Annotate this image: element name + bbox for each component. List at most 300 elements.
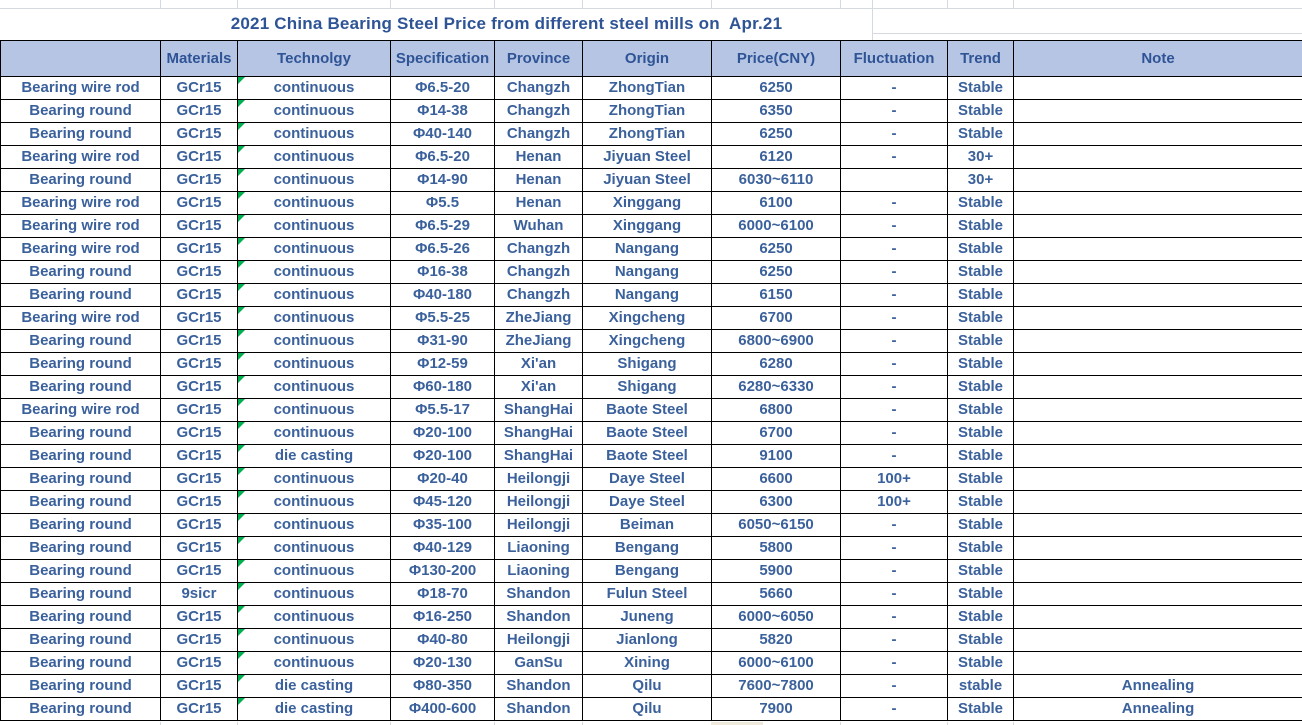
cell-technology[interactable]: continuous <box>238 284 391 307</box>
cell-fluctuation[interactable]: - <box>841 560 948 583</box>
cell-fluctuation[interactable]: - <box>841 583 948 606</box>
cell-note[interactable] <box>1014 468 1302 491</box>
cell-trend[interactable]: Stable <box>948 215 1014 238</box>
cell-note[interactable] <box>1014 77 1302 100</box>
cell-origin[interactable]: Daye Steel <box>583 491 712 514</box>
cell-specification[interactable]: Φ130-200 <box>391 560 495 583</box>
cell-technology[interactable]: continuous <box>238 353 391 376</box>
cell-fluctuation[interactable]: - <box>841 77 948 100</box>
table-row <box>1 560 1302 583</box>
cell-product[interactable]: Bearing round <box>1 491 161 514</box>
cell-specification[interactable]: Φ31-90 <box>391 330 495 353</box>
cell-materials[interactable]: GCr15 <box>161 261 238 284</box>
cell-price[interactable]: 6250 <box>712 77 841 100</box>
cell-note[interactable] <box>1014 445 1302 468</box>
cell-fluctuation[interactable]: - <box>841 399 948 422</box>
cell-fluctuation[interactable]: 100+ <box>841 468 948 491</box>
cell-origin[interactable]: Juneng <box>583 606 712 629</box>
cell-note[interactable] <box>1014 629 1302 652</box>
cell-note[interactable] <box>1014 261 1302 284</box>
cell-origin[interactable]: Xingcheng <box>583 307 712 330</box>
cell-province[interactable]: ZheJiang <box>495 307 583 330</box>
cell-note[interactable] <box>1014 192 1302 215</box>
cell-technology[interactable]: continuous <box>238 583 391 606</box>
cell-trend[interactable]: Stable <box>948 77 1014 100</box>
cell-fluctuation[interactable]: - <box>841 445 948 468</box>
cell-materials[interactable]: GCr15 <box>161 606 238 629</box>
column-header-technology[interactable]: Technolgy <box>238 41 391 77</box>
cell-product[interactable]: Bearing round <box>1 261 161 284</box>
cell-fluctuation[interactable]: - <box>841 100 948 123</box>
cell-price[interactable]: 9100 <box>712 445 841 468</box>
cell-price[interactable]: 6250 <box>712 123 841 146</box>
cell-specification[interactable]: Φ5.5-25 <box>391 307 495 330</box>
cell-specification[interactable]: Φ16-38 <box>391 261 495 284</box>
cell-materials[interactable]: GCr15 <box>161 514 238 537</box>
cell-origin[interactable]: Fulun Steel <box>583 583 712 606</box>
cell-trend[interactable]: Stable <box>948 284 1014 307</box>
cell-fluctuation[interactable]: - <box>841 284 948 307</box>
cell-trend[interactable]: Stable <box>948 261 1014 284</box>
cell-price[interactable]: 6700 <box>712 307 841 330</box>
column-header-product[interactable] <box>1 41 161 77</box>
cell-origin[interactable]: Qilu <box>583 698 712 721</box>
cell-fluctuation[interactable]: - <box>841 307 948 330</box>
cell-materials[interactable]: GCr15 <box>161 215 238 238</box>
cell-product[interactable]: Bearing round <box>1 468 161 491</box>
cell-price[interactable]: 6100 <box>712 192 841 215</box>
cell-technology[interactable]: continuous <box>238 537 391 560</box>
cell-technology[interactable]: die casting <box>238 675 391 698</box>
cell-price[interactable]: 6280~6330 <box>712 376 841 399</box>
cell-technology[interactable]: continuous <box>238 560 391 583</box>
cell-note[interactable] <box>1014 422 1302 445</box>
cell-product[interactable]: Bearing wire rod <box>1 192 161 215</box>
cell-fluctuation[interactable]: - <box>841 537 948 560</box>
cell-product[interactable]: Bearing round <box>1 376 161 399</box>
cell-product[interactable]: Bearing round <box>1 123 161 146</box>
cell-product[interactable]: Bearing round <box>1 169 161 192</box>
cell-origin[interactable]: Daye Steel <box>583 468 712 491</box>
cell-price[interactable]: 6800 <box>712 399 841 422</box>
cell-trend[interactable]: Stable <box>948 123 1014 146</box>
cell-specification[interactable]: Φ6.5-20 <box>391 77 495 100</box>
cell-specification[interactable]: Φ20-100 <box>391 422 495 445</box>
cell-note[interactable]: Annealing <box>1014 675 1302 698</box>
column-header-province[interactable]: Province <box>495 41 583 77</box>
cell-trend[interactable]: Stable <box>948 376 1014 399</box>
column-header-price[interactable]: Price(CNY) <box>712 41 841 77</box>
cell-fluctuation[interactable]: - <box>841 238 948 261</box>
table-row <box>1 399 1302 422</box>
cell-product[interactable]: Bearing wire rod <box>1 215 161 238</box>
cell-origin[interactable]: Jianlong <box>583 629 712 652</box>
cell-trend[interactable]: 30+ <box>948 146 1014 169</box>
cell-specification[interactable]: Φ12-59 <box>391 353 495 376</box>
cell-province[interactable]: ZheJiang <box>495 330 583 353</box>
cell-specification[interactable]: Φ5.5-17 <box>391 399 495 422</box>
cell-technology[interactable]: die casting <box>238 698 391 721</box>
cell-trend[interactable]: Stable <box>948 330 1014 353</box>
cell-specification[interactable]: Φ60-180 <box>391 376 495 399</box>
gridline <box>582 0 583 8</box>
cell-price[interactable]: 6600 <box>712 468 841 491</box>
cell-province[interactable]: Changzh <box>495 238 583 261</box>
cell-price[interactable]: 6050~6150 <box>712 514 841 537</box>
cell-province[interactable]: GanSu <box>495 652 583 675</box>
cell-specification[interactable]: Φ6.5-26 <box>391 238 495 261</box>
cell-technology[interactable]: continuous <box>238 399 391 422</box>
cell-origin[interactable]: ZhongTian <box>583 77 712 100</box>
cell-province[interactable]: Changzh <box>495 100 583 123</box>
cell-note[interactable] <box>1014 399 1302 422</box>
cell-price[interactable]: 6150 <box>712 284 841 307</box>
cell-specification[interactable]: Φ40-80 <box>391 629 495 652</box>
cell-fluctuation[interactable]: - <box>841 123 948 146</box>
cell-product[interactable]: Bearing round <box>1 583 161 606</box>
cell-product[interactable]: Bearing round <box>1 353 161 376</box>
cell-province[interactable]: Xi'an <box>495 353 583 376</box>
cell-materials[interactable]: GCr15 <box>161 629 238 652</box>
cell-origin[interactable]: Baote Steel <box>583 445 712 468</box>
cell-materials[interactable]: GCr15 <box>161 123 238 146</box>
cell-province[interactable]: Heilongji <box>495 514 583 537</box>
cell-specification[interactable]: Φ40-129 <box>391 537 495 560</box>
table-row <box>1 629 1302 652</box>
cell-province[interactable]: Heilongji <box>495 629 583 652</box>
cell-specification[interactable]: Φ16-250 <box>391 606 495 629</box>
cell-price[interactable]: 7600~7800 <box>712 675 841 698</box>
cell-origin[interactable]: ZhongTian <box>583 100 712 123</box>
cell-note[interactable] <box>1014 284 1302 307</box>
cell-price[interactable]: 6000~6100 <box>712 215 841 238</box>
cell-specification[interactable]: Φ18-70 <box>391 583 495 606</box>
cell-specification[interactable]: Φ400-600 <box>391 698 495 721</box>
cell-technology[interactable]: die casting <box>238 445 391 468</box>
cell-province[interactable]: Henan <box>495 192 583 215</box>
cell-province[interactable]: Henan <box>495 169 583 192</box>
cell-trend[interactable]: Stable <box>948 560 1014 583</box>
cell-product[interactable]: Bearing round <box>1 537 161 560</box>
cell-price[interactable]: 6000~6100 <box>712 652 841 675</box>
cell-trend[interactable]: Stable <box>948 606 1014 629</box>
cell-specification[interactable]: Φ6.5-20 <box>391 146 495 169</box>
cell-technology[interactable]: continuous <box>238 77 391 100</box>
column-header-materials[interactable] <box>161 41 238 77</box>
cell-trend[interactable]: Stable <box>948 422 1014 445</box>
cell-technology[interactable]: continuous <box>238 468 391 491</box>
cell-materials[interactable]: GCr15 <box>161 284 238 307</box>
cell-price[interactable]: 6120 <box>712 146 841 169</box>
cell-materials[interactable]: 9sicr <box>161 583 238 606</box>
cell-specification[interactable]: Φ80-350 <box>391 675 495 698</box>
cell-price[interactable]: 6800~6900 <box>712 330 841 353</box>
cell-note[interactable] <box>1014 606 1302 629</box>
cell-origin[interactable]: ZhongTian <box>583 123 712 146</box>
cell-materials[interactable]: GCr15 <box>161 399 238 422</box>
cell-origin[interactable]: Xingcheng <box>583 330 712 353</box>
cell-materials[interactable]: GCr15 <box>161 698 238 721</box>
cell-technology[interactable]: continuous <box>238 422 391 445</box>
cell-price[interactable]: 5800 <box>712 537 841 560</box>
cell-technology[interactable]: continuous <box>238 491 391 514</box>
cell-technology[interactable]: continuous <box>238 192 391 215</box>
cell-technology[interactable]: continuous <box>238 376 391 399</box>
table-row <box>1 169 1302 192</box>
cell-fluctuation[interactable]: - <box>841 146 948 169</box>
cell-materials[interactable]: GCr15 <box>161 146 238 169</box>
cell-trend[interactable]: Stable <box>948 537 1014 560</box>
cell-technology[interactable]: continuous <box>238 215 391 238</box>
cell-origin[interactable]: Baote Steel <box>583 422 712 445</box>
cell-note[interactable] <box>1014 353 1302 376</box>
cell-specification[interactable]: Φ14-90 <box>391 169 495 192</box>
cell-note[interactable] <box>1014 169 1302 192</box>
cell-technology[interactable]: continuous <box>238 606 391 629</box>
cell-province[interactable]: ShangHai <box>495 399 583 422</box>
cell-price[interactable]: 5660 <box>712 583 841 606</box>
cell-province[interactable]: Shandon <box>495 698 583 721</box>
cell-origin[interactable]: Xining <box>583 652 712 675</box>
cell-specification[interactable]: Φ45-120 <box>391 491 495 514</box>
cell-province[interactable]: Shandon <box>495 583 583 606</box>
column-header-label: Materials <box>166 49 232 67</box>
cell-product[interactable]: Bearing wire rod <box>1 307 161 330</box>
cell-province[interactable]: Changzh <box>495 77 583 100</box>
cell-fluctuation[interactable]: - <box>841 192 948 215</box>
cell-note[interactable] <box>1014 146 1302 169</box>
cell-product[interactable]: Bearing round <box>1 606 161 629</box>
cell-materials[interactable]: GCr15 <box>161 77 238 100</box>
cell-trend[interactable]: Stable <box>948 399 1014 422</box>
cell-trend[interactable]: stable <box>948 675 1014 698</box>
cell-product[interactable]: Bearing round <box>1 629 161 652</box>
cell-fluctuation[interactable]: - <box>841 629 948 652</box>
cell-materials[interactable]: GCr15 <box>161 537 238 560</box>
cell-specification[interactable]: Φ40-180 <box>391 284 495 307</box>
cell-origin[interactable]: Jiyuan Steel <box>583 146 712 169</box>
cell-product[interactable]: Bearing round <box>1 675 161 698</box>
cell-technology[interactable]: continuous <box>238 652 391 675</box>
cell-province[interactable]: Heilongji <box>495 468 583 491</box>
column-header-origin[interactable]: Origin <box>583 41 712 77</box>
cell-product[interactable]: Bearing wire rod <box>1 146 161 169</box>
cell-note[interactable] <box>1014 376 1302 399</box>
cell-trend[interactable]: Stable <box>948 514 1014 537</box>
cell-province[interactable]: Heilongji <box>495 491 583 514</box>
cell-origin[interactable]: Bengang <box>583 560 712 583</box>
cell-specification[interactable]: Φ20-40 <box>391 468 495 491</box>
column-header-note[interactable]: Note <box>1014 41 1302 77</box>
cell-fluctuation[interactable]: - <box>841 675 948 698</box>
cell-province[interactable]: Liaoning <box>495 560 583 583</box>
cell-note[interactable] <box>1014 652 1302 675</box>
cell-fluctuation[interactable]: - <box>841 652 948 675</box>
cell-trend[interactable]: Stable <box>948 238 1014 261</box>
cell-origin[interactable]: Qilu <box>583 675 712 698</box>
cell-fluctuation[interactable]: - <box>841 422 948 445</box>
cell-fluctuation[interactable]: - <box>841 261 948 284</box>
cell-product[interactable]: Bearing round <box>1 284 161 307</box>
cell-note[interactable] <box>1014 491 1302 514</box>
cell-trend[interactable]: Stable <box>948 491 1014 514</box>
cell-materials[interactable]: GCr15 <box>161 445 238 468</box>
cell-trend[interactable]: Stable <box>948 652 1014 675</box>
cell-technology[interactable]: continuous <box>238 238 391 261</box>
cell-note[interactable] <box>1014 560 1302 583</box>
cell-product[interactable]: Bearing round <box>1 100 161 123</box>
cell-province[interactable]: Changzh <box>495 261 583 284</box>
cell-materials[interactable]: GCr15 <box>161 307 238 330</box>
cell-province[interactable]: Changzh <box>495 284 583 307</box>
cell-product[interactable]: Bearing round <box>1 514 161 537</box>
cell-origin[interactable]: Beiman <box>583 514 712 537</box>
cell-technology[interactable]: continuous <box>238 169 391 192</box>
cell-origin[interactable]: Baote Steel <box>583 399 712 422</box>
column-header-specification[interactable] <box>391 41 495 77</box>
cell-price[interactable]: 6250 <box>712 238 841 261</box>
cell-specification[interactable]: Φ14-38 <box>391 100 495 123</box>
cell-origin[interactable]: Jiyuan Steel <box>583 169 712 192</box>
cell-trend[interactable]: Stable <box>948 192 1014 215</box>
cell-trend[interactable]: Stable <box>948 353 1014 376</box>
cell-technology[interactable]: continuous <box>238 261 391 284</box>
cell-product[interactable]: Bearing round <box>1 422 161 445</box>
cell-product[interactable]: Bearing wire rod <box>1 399 161 422</box>
cell-origin[interactable]: Nangang <box>583 284 712 307</box>
cell-price[interactable]: 6350 <box>712 100 841 123</box>
cell-note[interactable] <box>1014 100 1302 123</box>
cell-price[interactable]: 6000~6050 <box>712 606 841 629</box>
cell-fluctuation[interactable]: 100+ <box>841 491 948 514</box>
cell-materials[interactable]: GCr15 <box>161 100 238 123</box>
cell-note[interactable] <box>1014 583 1302 606</box>
cell-specification[interactable]: Φ5.5 <box>391 192 495 215</box>
cell-fluctuation[interactable]: - <box>841 514 948 537</box>
cell-technology[interactable]: continuous <box>238 123 391 146</box>
cell-materials[interactable]: GCr15 <box>161 560 238 583</box>
cell-trend[interactable]: Stable <box>948 445 1014 468</box>
cell-trend[interactable]: Stable <box>948 629 1014 652</box>
cell-trend[interactable]: Stable <box>948 100 1014 123</box>
cell-province[interactable]: ShangHai <box>495 445 583 468</box>
cell-product[interactable]: Bearing wire rod <box>1 77 161 100</box>
cell-fluctuation[interactable]: - <box>841 698 948 721</box>
gridline <box>160 0 161 8</box>
cell-product[interactable]: Bearing round <box>1 330 161 353</box>
cell-origin[interactable]: Bengang <box>583 537 712 560</box>
cell-materials[interactable]: GCr15 <box>161 169 238 192</box>
cell-fluctuation[interactable]: - <box>841 215 948 238</box>
cell-fluctuation[interactable]: - <box>841 330 948 353</box>
cell-origin[interactable]: Nangang <box>583 238 712 261</box>
cell-province[interactable]: Henan <box>495 146 583 169</box>
cell-origin[interactable]: Shigang <box>583 353 712 376</box>
cell-materials[interactable]: GCr15 <box>161 468 238 491</box>
cell-materials[interactable]: GCr15 <box>161 353 238 376</box>
cell-origin[interactable]: Shigang <box>583 376 712 399</box>
cell-product[interactable]: Bearing wire rod <box>1 238 161 261</box>
cell-trend[interactable]: Stable <box>948 468 1014 491</box>
cell-materials[interactable]: GCr15 <box>161 192 238 215</box>
cell-materials[interactable]: GCr15 <box>161 422 238 445</box>
cell-price[interactable]: 6280 <box>712 353 841 376</box>
cell-product[interactable]: Bearing round <box>1 445 161 468</box>
cell-province[interactable]: Wuhan <box>495 215 583 238</box>
cell-province[interactable]: ShangHai <box>495 422 583 445</box>
cell-technology[interactable]: continuous <box>238 629 391 652</box>
cell-fluctuation[interactable]: - <box>841 376 948 399</box>
cell-note[interactable]: Annealing <box>1014 698 1302 721</box>
cell-materials[interactable]: GCr15 <box>161 491 238 514</box>
cell-price[interactable]: 5900 <box>712 560 841 583</box>
cell-materials[interactable]: GCr15 <box>161 330 238 353</box>
table-row <box>1 422 1302 445</box>
cell-origin[interactable]: Xinggang <box>583 192 712 215</box>
cell-price[interactable]: 6250 <box>712 261 841 284</box>
cell-province[interactable]: Liaoning <box>495 537 583 560</box>
cell-fluctuation[interactable]: - <box>841 353 948 376</box>
cell-origin[interactable]: Nangang <box>583 261 712 284</box>
cell-province[interactable]: Xi'an <box>495 376 583 399</box>
cell-province[interactable]: Shandon <box>495 675 583 698</box>
cell-trend[interactable]: 30+ <box>948 169 1014 192</box>
cell-fluctuation[interactable] <box>841 169 948 192</box>
cell-note[interactable] <box>1014 215 1302 238</box>
cell-product[interactable]: Bearing round <box>1 698 161 721</box>
cell-materials[interactable]: GCr15 <box>161 376 238 399</box>
cell-note[interactable] <box>1014 537 1302 560</box>
cell-note[interactable] <box>1014 330 1302 353</box>
cell-trend[interactable]: Stable <box>948 583 1014 606</box>
cell-technology[interactable]: continuous <box>238 307 391 330</box>
table-row <box>1 353 1302 376</box>
cell-note[interactable] <box>1014 514 1302 537</box>
cell-technology[interactable]: continuous <box>238 330 391 353</box>
cell-product[interactable]: Bearing round <box>1 652 161 675</box>
cell-trend[interactable]: Stable <box>948 698 1014 721</box>
cell-price[interactable]: 5820 <box>712 629 841 652</box>
cell-price[interactable]: 6700 <box>712 422 841 445</box>
column-header-fluctuation[interactable]: Fluctuation <box>841 41 948 77</box>
cell-specification[interactable]: Φ20-130 <box>391 652 495 675</box>
cell-specification[interactable]: Φ40-140 <box>391 123 495 146</box>
cell-fluctuation[interactable]: - <box>841 606 948 629</box>
cell-note[interactable] <box>1014 123 1302 146</box>
cell-specification[interactable]: Φ6.5-29 <box>391 215 495 238</box>
cell-price[interactable]: 6300 <box>712 491 841 514</box>
table-row <box>1 284 1302 307</box>
cell-origin[interactable]: Xinggang <box>583 215 712 238</box>
column-header-trend[interactable]: Trend <box>948 41 1014 77</box>
cell-materials[interactable]: GCr15 <box>161 238 238 261</box>
cell-province[interactable]: Changzh <box>495 123 583 146</box>
cell-price[interactable]: 6030~6110 <box>712 169 841 192</box>
cell-specification[interactable]: Φ20-100 <box>391 445 495 468</box>
cell-note[interactable] <box>1014 238 1302 261</box>
cell-technology[interactable]: continuous <box>238 146 391 169</box>
cell-materials[interactable]: GCr15 <box>161 675 238 698</box>
cell-product[interactable]: Bearing round <box>1 560 161 583</box>
cell-technology[interactable]: continuous <box>238 514 391 537</box>
cell-province[interactable]: Shandon <box>495 606 583 629</box>
cell-specification[interactable]: Φ35-100 <box>391 514 495 537</box>
cell-trend[interactable]: Stable <box>948 307 1014 330</box>
cell-materials[interactable]: GCr15 <box>161 652 238 675</box>
cell-note[interactable] <box>1014 307 1302 330</box>
cell-technology[interactable]: continuous <box>238 100 391 123</box>
cell-price[interactable]: 7900 <box>712 698 841 721</box>
